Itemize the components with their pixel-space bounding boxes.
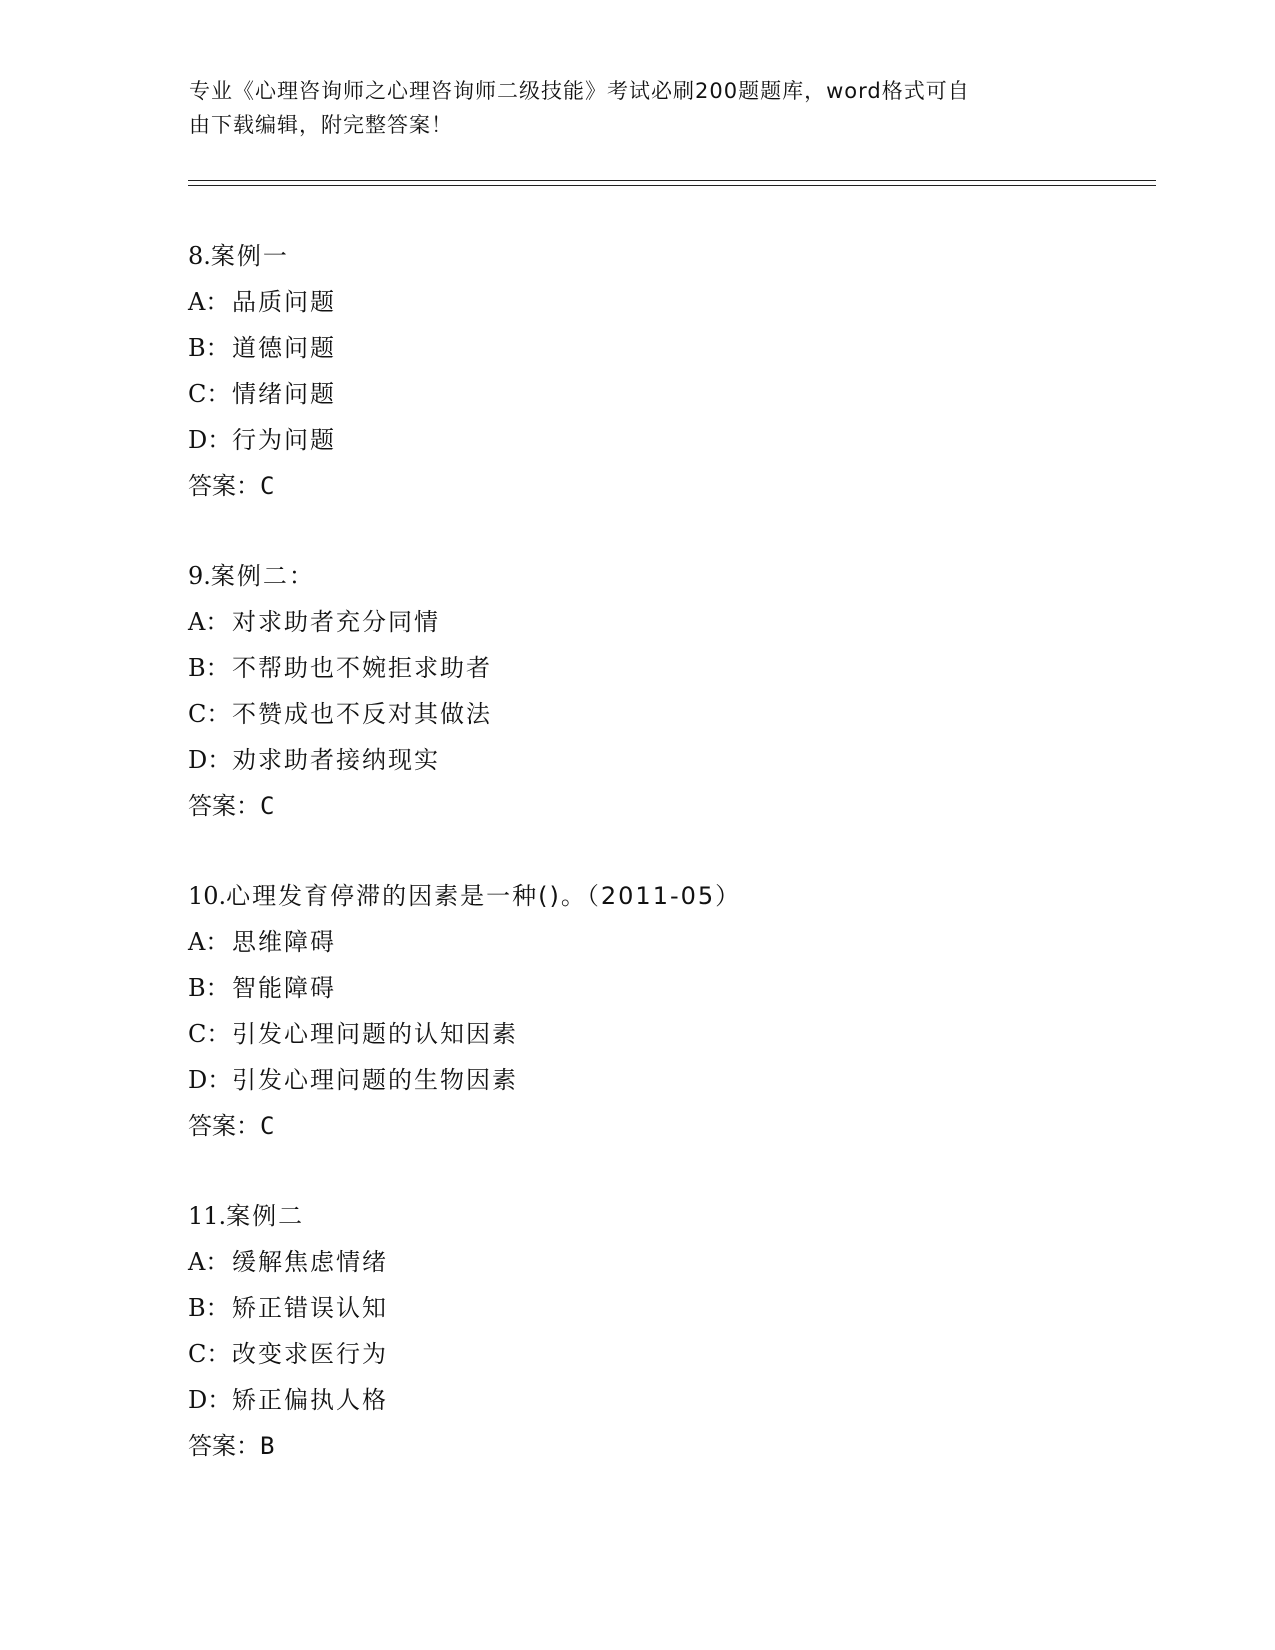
question-11 <box>188 1193 1148 1469</box>
option-d <box>188 1377 1148 1423</box>
question-10 <box>188 873 1148 1149</box>
question-8 <box>188 233 1148 509</box>
option-a <box>188 919 1148 965</box>
option-text: 思维障碍 <box>232 928 336 956</box>
answer-label: 答案： <box>188 1112 260 1140</box>
question-title <box>188 1193 1148 1239</box>
option-text: 情绪问题 <box>232 380 336 408</box>
option-b <box>188 645 1148 691</box>
option-key: B： <box>188 334 230 362</box>
answer-value: C <box>260 1112 275 1140</box>
question-title <box>188 873 1148 919</box>
option-c <box>188 371 1148 417</box>
option-key: A： <box>188 288 230 316</box>
option-a <box>188 1239 1148 1285</box>
question-text: 案例二 <box>226 1202 305 1230</box>
question-number: 11. <box>188 1202 227 1230</box>
question-text: 案例二： <box>210 562 315 590</box>
option-text: 行为问题 <box>232 426 336 454</box>
option-key: C： <box>188 700 231 728</box>
question-number: 9. <box>188 562 211 590</box>
option-key: C： <box>188 380 231 408</box>
option-key: C： <box>188 1020 231 1048</box>
answer-line <box>188 463 1148 509</box>
option-key: D： <box>188 426 232 454</box>
header-divider-bottom <box>188 185 1156 186</box>
document-header <box>189 74 1069 142</box>
option-text: 矫正错误认知 <box>232 1294 388 1322</box>
question-9 <box>188 553 1148 829</box>
question-title <box>188 553 1148 599</box>
option-text: 引发心理问题的认知因素 <box>232 1020 518 1048</box>
option-b <box>188 965 1148 1011</box>
option-d <box>188 737 1148 783</box>
option-key: B： <box>188 974 230 1002</box>
header-line-2: 由下载编辑，附完整答案！ <box>189 113 453 137</box>
option-key: A： <box>188 608 230 636</box>
option-text: 矫正偏执人格 <box>232 1386 388 1414</box>
option-key: D： <box>188 746 232 774</box>
answer-label: 答案： <box>188 472 260 500</box>
option-text: 改变求医行为 <box>232 1340 388 1368</box>
answer-line <box>188 783 1148 829</box>
option-text: 不赞成也不反对其做法 <box>232 700 492 728</box>
option-d <box>188 417 1148 463</box>
option-text: 不帮助也不婉拒求助者 <box>232 654 492 682</box>
option-c <box>188 1331 1148 1377</box>
question-text: 案例一 <box>210 242 289 270</box>
option-text: 智能障碍 <box>232 974 336 1002</box>
option-text: 品质问题 <box>232 288 336 316</box>
option-b <box>188 1285 1148 1331</box>
option-b <box>188 325 1148 371</box>
option-text: 引发心理问题的生物因素 <box>232 1066 518 1094</box>
header-divider-top <box>188 180 1156 181</box>
header-line-1: 专业《心理咨询师之心理咨询师二级技能》考试必刷200题题库，word格式可自 <box>189 79 970 103</box>
answer-value: B <box>260 1432 275 1460</box>
answer-line <box>188 1103 1148 1149</box>
answer-label: 答案： <box>188 1432 260 1460</box>
question-list <box>188 233 1148 1513</box>
option-key: D： <box>188 1386 232 1414</box>
question-text: 心理发育停滞的因素是一种()。（2011-05） <box>226 882 742 910</box>
answer-value: C <box>260 792 275 820</box>
option-a <box>188 279 1148 325</box>
option-d <box>188 1057 1148 1103</box>
answer-label: 答案： <box>188 792 260 820</box>
question-number: 10. <box>188 882 227 910</box>
option-key: B： <box>188 654 230 682</box>
option-key: A： <box>188 928 230 956</box>
option-text: 劝求助者接纳现实 <box>232 746 440 774</box>
question-title <box>188 233 1148 279</box>
option-key: C： <box>188 1340 231 1368</box>
option-key: B： <box>188 1294 230 1322</box>
option-text: 缓解焦虑情绪 <box>232 1248 388 1276</box>
option-key: A： <box>188 1248 230 1276</box>
option-c <box>188 691 1148 737</box>
answer-value: C <box>260 472 275 500</box>
option-a <box>188 599 1148 645</box>
question-number: 8. <box>188 242 211 270</box>
option-key: D： <box>188 1066 232 1094</box>
option-c <box>188 1011 1148 1057</box>
answer-line <box>188 1423 1148 1469</box>
option-text: 道德问题 <box>232 334 336 362</box>
option-text: 对求助者充分同情 <box>232 608 440 636</box>
